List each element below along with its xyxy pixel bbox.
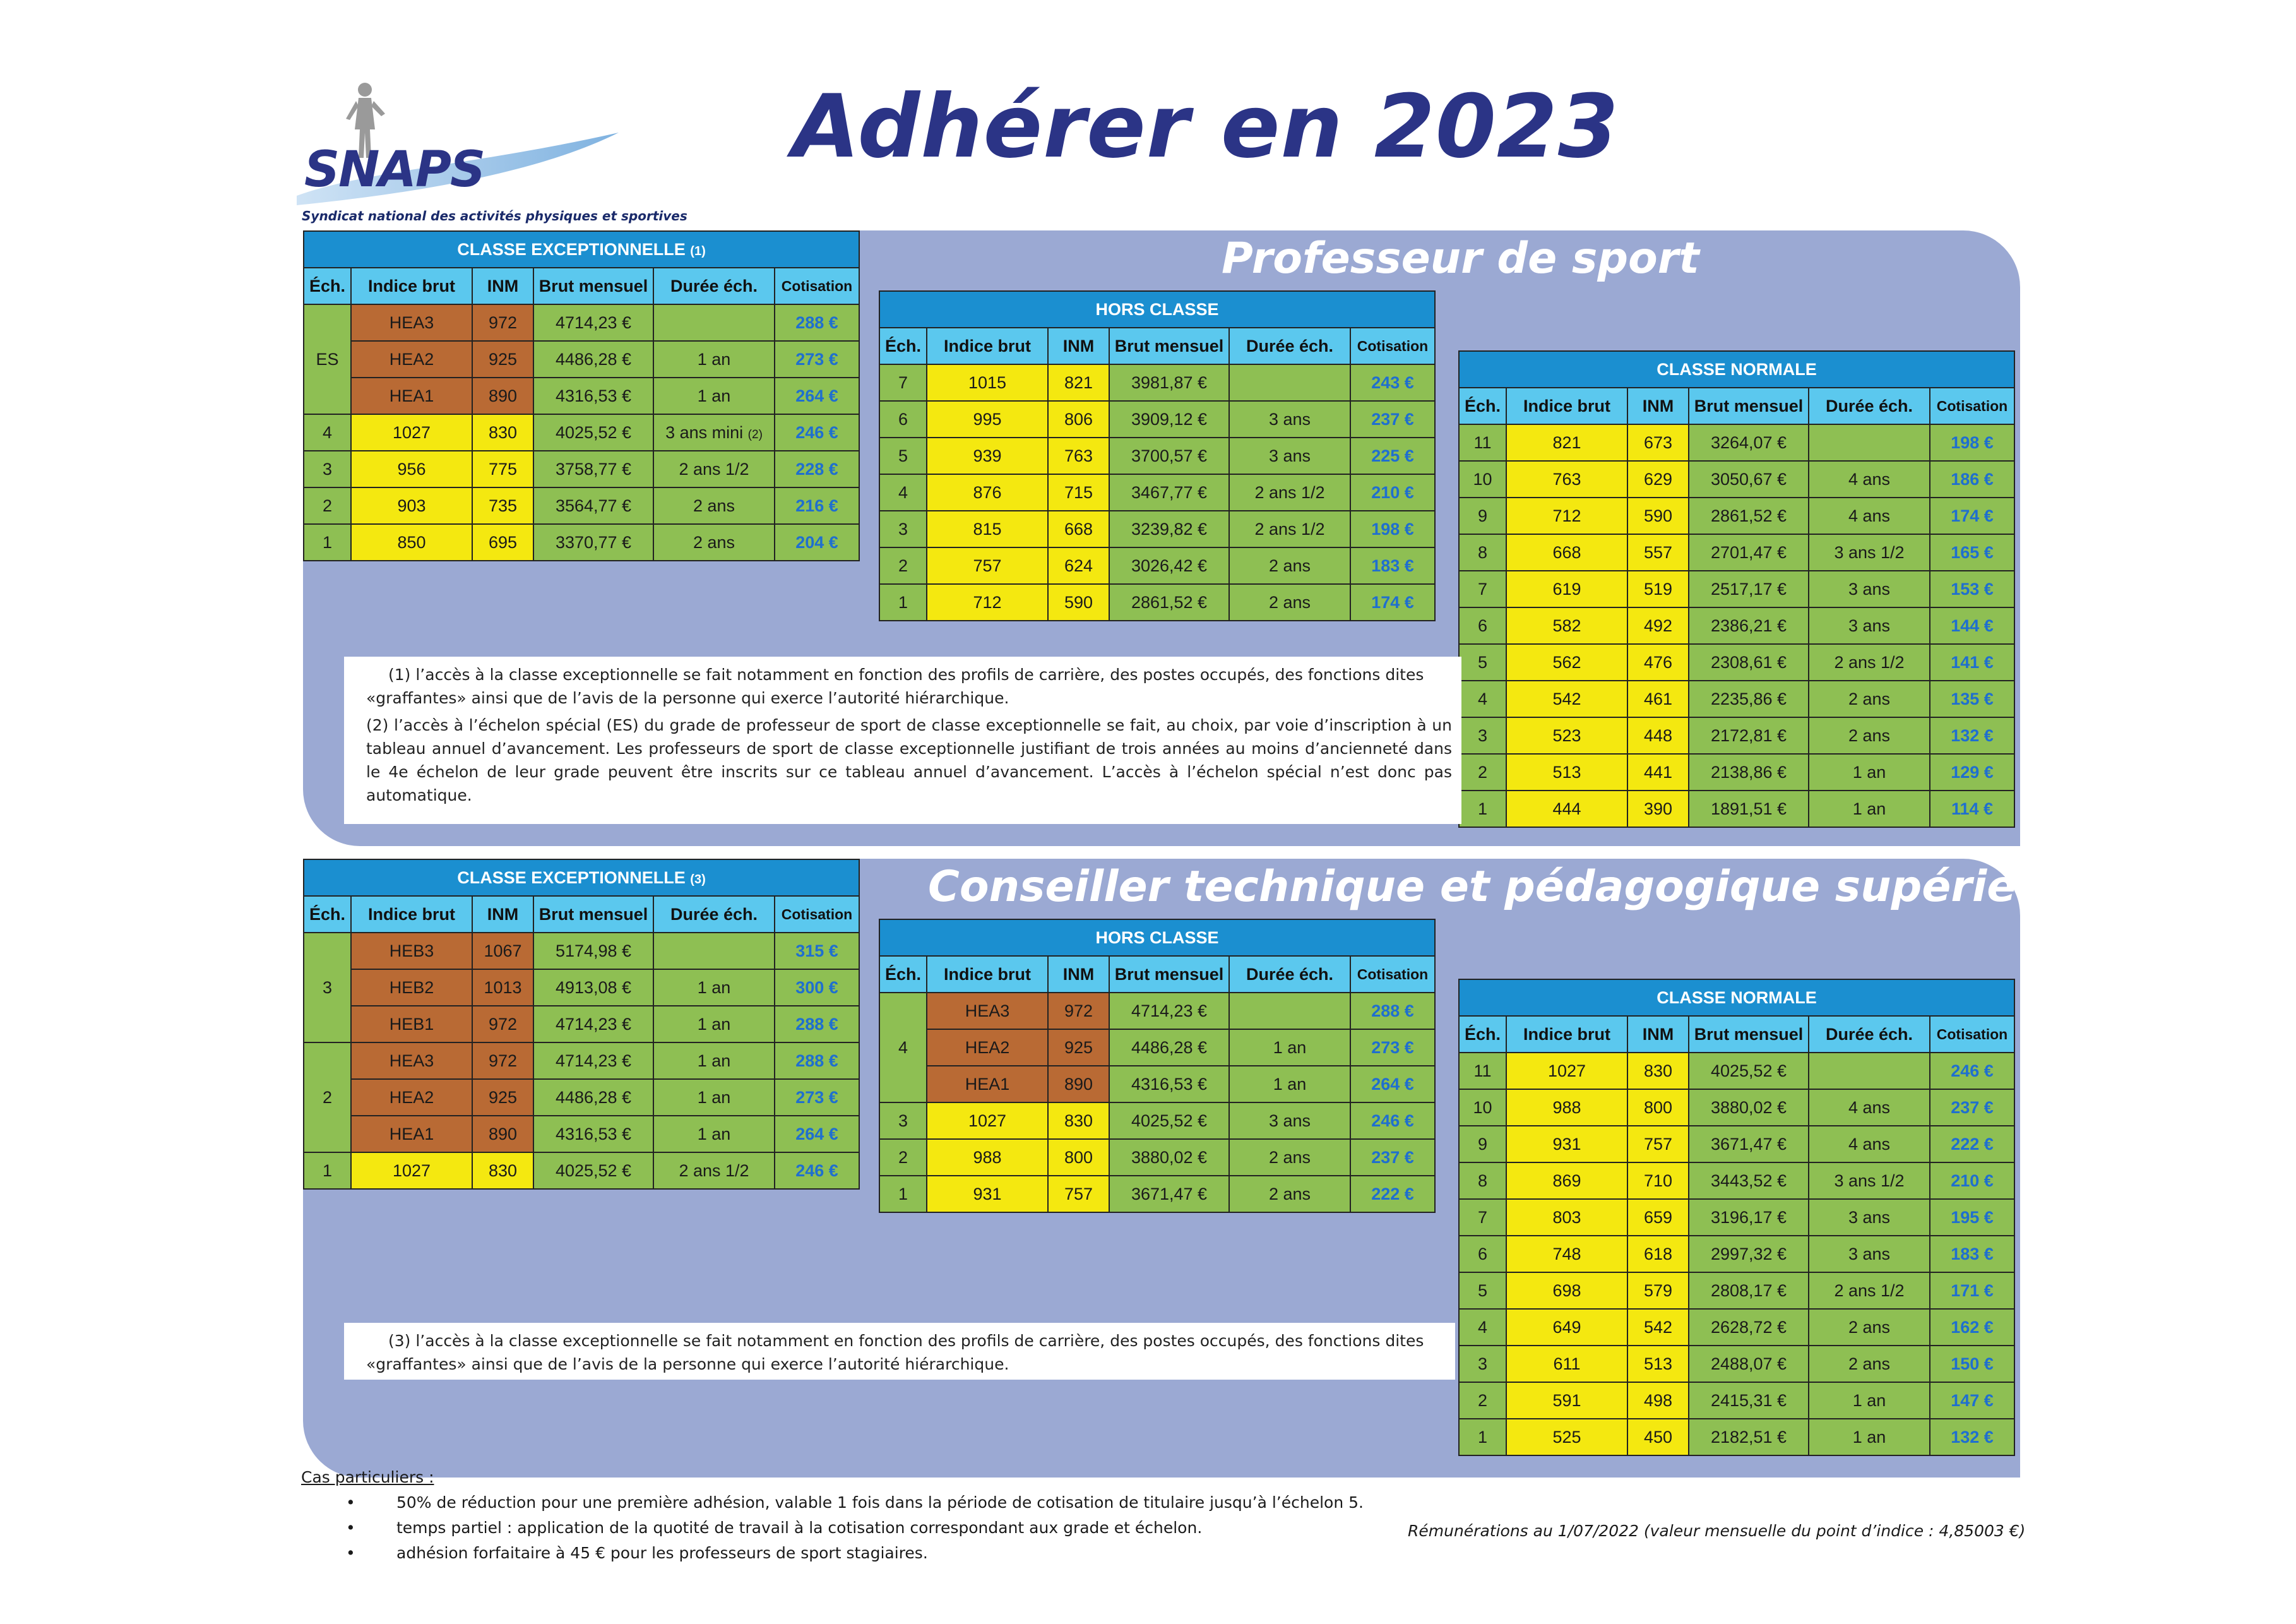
table-row: 6 748 618 2997,32 € 3 ans 183 € <box>1459 1236 2014 1272</box>
table-row: 2 903 735 3564,77 € 2 ans 216 € <box>304 487 859 524</box>
table-row: 3 1027 830 4025,52 € 3 ans 246 € <box>879 1102 1435 1139</box>
table-row: 4 542 461 2235,86 € 2 ans 135 € <box>1459 681 2014 717</box>
note-2: (2) l’accès à l’échelon spécial (ES) du grade de professeur de sport de classe exceptionnelle se fait, au choix, par voie d’inscription à un tableau annuel d’avancement. Les professeurs de sport de classe exceptionnelle justifiant de trois années au moins d’ancienneté dans le 4e échelon de leur grade peuvent être inscrits sur ce tableau annuel d’avancement. L’accès à l’échelon spécial n’est donc pas automatique. <box>366 716 1452 804</box>
table-row: 11 1027 830 4025,52 € 246 € <box>1459 1053 2014 1089</box>
table-row: 7 1015 821 3981,87 € 243 € <box>879 364 1435 401</box>
table-caption: CLASSE EXCEPTIONNELLE (3) <box>304 859 859 896</box>
table-caption: CLASSE NORMALE <box>1459 979 2014 1016</box>
table-row: 1 712 590 2861,52 € 2 ans 174 € <box>879 584 1435 621</box>
table-row: 4 1027 830 4025,52 € 3 ans mini (2) 246 € <box>304 414 859 451</box>
ctps-notes <box>344 1323 1455 1380</box>
remuneration-note: Rémunérations au 1/07/2022 (valeur mensuelle du point d’indice : 4,85003 €) <box>1408 1522 2026 1540</box>
table-row: HEA2 925 4486,28 € 1 an 273 € <box>304 341 859 378</box>
table-row: 1 1027 830 4025,52 € 2 ans 1/2 246 € <box>304 1152 859 1189</box>
table-row: HEA1 890 4316,53 € 1 an 264 € <box>879 1066 1435 1102</box>
list-item: • 50% de réduction pour une première adhésion, valable 1 fois dans la période de cotisation de titulaire jusqu’à l’échelon 5. <box>346 1490 1364 1515</box>
table-row: 4 876 715 3467,77 € 2 ans 1/2 210 € <box>879 474 1435 511</box>
table-row: 3 956 775 3758,77 € 2 ans 1/2 228 € <box>304 451 859 487</box>
table-row: 2 HEA3 972 4714,23 € 1 an 288 € <box>304 1042 859 1079</box>
prof-notes <box>344 657 1461 824</box>
col-inm: INM <box>472 268 533 304</box>
table-caption: CLASSE NORMALE <box>1459 351 2014 388</box>
table-row: 8 668 557 2701,47 € 3 ans 1/2 165 € <box>1459 534 2014 571</box>
table-row: 1 525 450 2182,51 € 1 an 132 € <box>1459 1419 2014 1455</box>
table-row: HEA1 890 4316,53 € 1 an 264 € <box>304 378 859 414</box>
snaps-logo <box>290 69 644 227</box>
cas-particuliers-list <box>346 1490 1364 1566</box>
table-row: 9 712 590 2861,52 € 4 ans 174 € <box>1459 498 2014 534</box>
table-row: HEB2 1013 4913,08 € 1 an 300 € <box>304 969 859 1006</box>
table-row: 2 513 441 2138,86 € 1 an 129 € <box>1459 754 2014 791</box>
table-row: 4 HEA3 972 4714,23 € 288 € <box>879 993 1435 1029</box>
col-brut: Brut mensuel <box>533 268 653 304</box>
table-row: 6 582 492 2386,21 € 3 ans 144 € <box>1459 607 2014 644</box>
table-caption: HORS CLASSE <box>879 919 1435 956</box>
page-title: Adhérer en 2023 <box>792 76 1619 177</box>
table-row: 9 931 757 3671,47 € 4 ans 222 € <box>1459 1126 2014 1162</box>
ctps-exceptionnelle-table: CLASSE EXCEPTIONNELLE (3) Éch. Indice brut INM Brut mensuel Durée éch. Cotisation 3 HEB3 1067 5174,98 € 315 € HEB2 1013 4913,08 € 1 an 300 € HEB1 972 4714,23 € 1 an 288 € 2 HEA3 972 4714,23 € 1 an 288 € HEA2 925 4486,28 € 1 an 273 € HEA1 890 4316,53 € 1 an 264 € 1 1027 830 4025,52 € 2 ans 1/2 246 € <box>303 859 860 1190</box>
table-row: 1 931 757 3671,47 € 2 ans 222 € <box>879 1176 1435 1212</box>
col-duree: Durée éch. <box>653 268 775 304</box>
table-row: HEB1 972 4714,23 € 1 an 288 € <box>304 1006 859 1042</box>
table-row: 5 698 579 2808,17 € 2 ans 1/2 171 € <box>1459 1272 2014 1309</box>
list-item: • adhésion forfaitaire à 45 € pour les professeurs de sport stagiaires. <box>346 1541 1364 1566</box>
table-row: 2 591 498 2415,31 € 1 an 147 € <box>1459 1382 2014 1419</box>
table-row: 1 850 695 3370,77 € 2 ans 204 € <box>304 524 859 561</box>
prof-normale-table: CLASSE NORMALE Éch. Indice brut INM Brut mensuel Durée éch. Cotisation 11 821 673 3264,07 € 198 € 10 763 629 3050,67 € 4 ans 186 € 9 712 590 2861,52 € 4 ans 174 € 8 668 557 2701,47 € 3 ans 1/2 165 € 7 619 519 2517,17 € 3 ans 153 € 6 582 492 2386,21 € 3 ans 144 € 5 562 476 2308,61 € 2 ans 1/2 141 € 4 542 461 2235,86 € 2 ans 135 € 3 523 448 2172,81 € 2 ans 132 € 2 513 441 2138,86 € 1 an 129 € 1 444 390 1891,51 € 1 an 114 € <box>1458 350 2015 828</box>
table-row: 4 649 542 2628,72 € 2 ans 162 € <box>1459 1309 2014 1346</box>
logo-tagline: Syndicat national des activités physiques et sportives <box>302 208 687 224</box>
ctps-normale-table: CLASSE NORMALE Éch. Indice brut INM Brut mensuel Durée éch. Cotisation 11 1027 830 4025,52 € 246 € 10 988 800 3880,02 € 4 ans 237 € 9 931 757 3671,47 € 4 ans 222 € 8 869 710 3443,52 € 3 ans 1/2 210 € 7 803 659 3196,17 € 3 ans 195 € 6 748 618 2997,32 € 3 ans 183 € 5 698 579 2808,17 € 2 ans 1/2 171 € 4 649 542 2628,72 € 2 ans 162 € 3 611 513 2488,07 € 2 ans 150 € 2 591 498 2415,31 € 1 an 147 € 1 525 450 2182,51 € 1 an 132 € <box>1458 979 2015 1456</box>
table-row: 5 562 476 2308,61 € 2 ans 1/2 141 € <box>1459 644 2014 681</box>
table-row: 2 988 800 3880,02 € 2 ans 237 € <box>879 1139 1435 1176</box>
conseiller-title: Conseiller technique et pédagogique supérieur <box>928 862 2068 912</box>
table-row: 3 523 448 2172,81 € 2 ans 132 € <box>1459 717 2014 754</box>
table-row: 8 869 710 3443,52 € 3 ans 1/2 210 € <box>1459 1162 2014 1199</box>
table-row: 2 757 624 3026,42 € 2 ans 183 € <box>879 547 1435 584</box>
table-row: HEA2 925 4486,28 € 1 an 273 € <box>304 1079 859 1116</box>
table-row: 1 444 390 1891,51 € 1 an 114 € <box>1459 791 2014 827</box>
logo-word: SNAPS <box>304 141 485 198</box>
col-indice: Indice brut <box>351 268 472 304</box>
table-row: 6 995 806 3909,12 € 3 ans 237 € <box>879 401 1435 438</box>
table-row: HEA1 890 4316,53 € 1 an 264 € <box>304 1116 859 1152</box>
table-row: 7 803 659 3196,17 € 3 ans 195 € <box>1459 1199 2014 1236</box>
prof-exceptionnelle-table <box>303 230 860 561</box>
note-1: (1) l’accès à la classe exceptionnelle se fait notamment en fonction des profils de carrière, des postes occupés, des fonctions dites «graffantes» ainsi que de l’avis de la personne qui exerce l’autorité hiérarchique. <box>366 666 1424 707</box>
professeur-title: Professeur de sport <box>1222 234 1699 284</box>
table-row: 7 619 519 2517,17 € 3 ans 153 € <box>1459 571 2014 607</box>
table-row: 3 611 513 2488,07 € 2 ans 150 € <box>1459 1346 2014 1382</box>
cas-particuliers-title: Cas particuliers : <box>301 1468 434 1486</box>
table-row: 3 815 668 3239,82 € 2 ans 1/2 198 € <box>879 511 1435 547</box>
table-row: HEA2 925 4486,28 € 1 an 273 € <box>879 1029 1435 1066</box>
prof-hors-classe-table: HORS CLASSE Éch. Indice brut INM Brut mensuel Durée éch. Cotisation 7 1015 821 3981,87 € 243 € 6 995 806 3909,12 € 3 ans 237 € 5 939 763 3700,57 € 3 ans 225 € 4 876 715 3467,77 € 2 ans 1/2 210 € 3 815 668 3239,82 € 2 ans 1/2 198 € 2 757 624 3026,42 € 2 ans 183 € 1 712 590 2861,52 € 2 ans 174 € <box>879 290 1436 621</box>
table-caption: HORS CLASSE <box>879 291 1435 328</box>
table-row: 10 988 800 3880,02 € 4 ans 237 € <box>1459 1089 2014 1126</box>
table-caption: CLASSE EXCEPTIONNELLE (1) <box>304 231 859 268</box>
table-row: 5 939 763 3700,57 € 3 ans 225 € <box>879 438 1435 474</box>
table-row: ES HEA3 972 4714,23 € 288 € <box>304 304 859 341</box>
col-ech: Éch. <box>304 268 351 304</box>
ctps-hors-classe-table: HORS CLASSE Éch. Indice brut INM Brut mensuel Durée éch. Cotisation 4 HEA3 972 4714,23 € 288 € HEA2 925 4486,28 € 1 an 273 € HEA1 890 4316,53 € 1 an 264 € 3 1027 830 4025,52 € 3 ans 246 € 2 988 800 3880,02 € 2 ans 237 € 1 931 757 3671,47 € 2 ans 222 € <box>879 919 1436 1213</box>
list-item: • temps partiel : application de la quotité de travail à la cotisation correspondant aux grade et échelon. <box>346 1515 1364 1541</box>
col-cotisation: Cotisation <box>775 268 859 304</box>
table-row: 10 763 629 3050,67 € 4 ans 186 € <box>1459 461 2014 498</box>
table-row: 11 821 673 3264,07 € 198 € <box>1459 424 2014 461</box>
note-3: (3) l’accès à la classe exceptionnelle se fait notamment en fonction des profils de carrière, des postes occupés, des fonctions dites «graffantes» ainsi que de l’avis de la personne qui exerce l’autorité hiérarchique. <box>366 1332 1424 1373</box>
table-row: 3 HEB3 1067 5174,98 € 315 € <box>304 933 859 969</box>
